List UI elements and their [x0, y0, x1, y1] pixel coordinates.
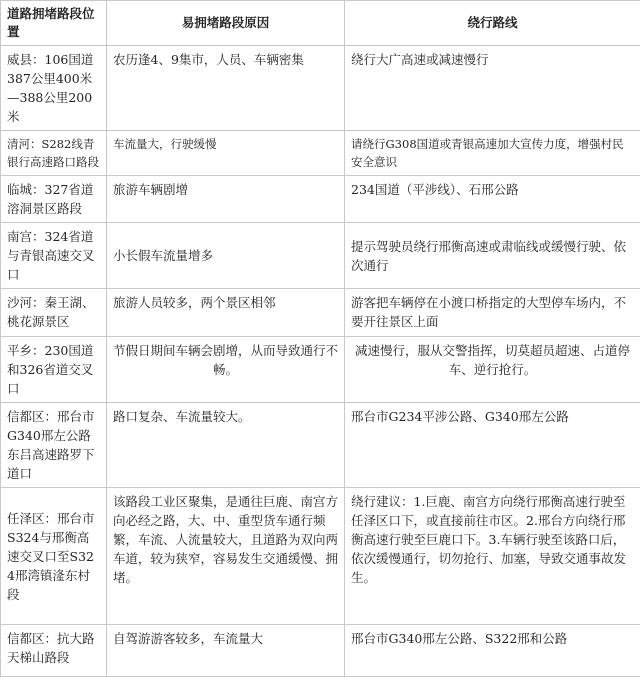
- table-row: [1, 289, 640, 337]
- table-row: [1, 46, 640, 131]
- cell-location: 沙河：秦王湖、桃花源景区: [1, 289, 107, 337]
- cell-reason: 自驾游游客较多，车流量大: [107, 625, 345, 677]
- cell-detour: 绕行大广高速或减速慢行: [345, 46, 640, 131]
- header-reason: 易拥堵路段原因: [107, 1, 345, 46]
- cell-location: 任泽区：邢台市S324与邢衡高速交叉口至S324邢湾镇湰东村段: [1, 488, 107, 625]
- header-detour: 绕行路线: [345, 1, 640, 46]
- table-row: [1, 403, 640, 488]
- cell-reason: 车流量大，行驶缓慢: [107, 131, 345, 176]
- table-row: [1, 223, 640, 289]
- table-row: [1, 625, 640, 677]
- cell-reason: 小长假车流量增多: [107, 223, 345, 289]
- cell-location: 平乡：230国道和326省道交叉口: [1, 337, 107, 403]
- cell-reason: 旅游人员较多，两个景区相邻: [107, 289, 345, 337]
- header-row: [1, 1, 640, 46]
- header-location: 道路拥堵路段位置: [1, 1, 107, 46]
- cell-detour: 请绕行G308国道或青银高速加大宣传力度，增强村民安全意识: [345, 131, 640, 176]
- cell-reason: 节假日期间车辆会剧增，从而导致通行不畅。: [107, 337, 345, 403]
- cell-detour: 邢台市G340邢左公路、S322邢和公路: [345, 625, 640, 677]
- cell-detour: 提示驾驶员绕行邢衡高速或肃临线或缓慢行驶、依次通行: [345, 223, 640, 289]
- cell-reason: 农历逢4、9集市，人员、车辆密集: [107, 46, 345, 131]
- cell-location: 临城：327省道溶洞景区路段: [1, 176, 107, 223]
- cell-detour: 234国道（平涉线）、石邢公路: [345, 176, 640, 223]
- table-row: [1, 176, 640, 223]
- cell-reason: 旅游车辆剧增: [107, 176, 345, 223]
- cell-reason: 路口复杂、车流量较大。: [107, 403, 345, 488]
- table-row: [1, 337, 640, 403]
- cell-location: 清河：S282线青银行高速路口路段: [1, 131, 107, 176]
- cell-detour: 邢台市G234平涉公路、G340邢左公路: [345, 403, 640, 488]
- cell-detour: 绕行建议：1.巨鹿、南宫方向绕行邢衡高速行驶至任泽区口下，或直接前往市区。2.邢台方向绕行邢衡高速行驶至巨鹿口下。3.车辆行驶至该路口后，依次缓慢通行，切勿抢行、加塞，导致交通事故发生。: [345, 488, 640, 625]
- cell-location: 信都区：邢台市G340邢左公路东吕高速路罗下道口: [1, 403, 107, 488]
- table-row: [1, 131, 640, 176]
- cell-location: 信都区：抗大路天梯山路段: [1, 625, 107, 677]
- cell-location: 南宫：324省道与青银高速交叉口: [1, 223, 107, 289]
- cell-detour: 游客把车辆停在小渡口桥指定的大型停车场内，不要开往景区上面: [345, 289, 640, 337]
- cell-detour: 减速慢行，服从交警指挥，切莫超员超速、占道停车、逆行抢行。: [345, 337, 640, 403]
- cell-location: 威县：106国道387公里400米—388公里200米: [1, 46, 107, 131]
- cell-reason: 该路段工业区聚集，是通往巨鹿、南宫方向必经之路，大、中、重型货车通行频繁，车流、人流量较大，且道路为双向两车道，较为狭窄，容易发生交通缓慢、拥堵。: [107, 488, 345, 625]
- table-row: [1, 488, 640, 625]
